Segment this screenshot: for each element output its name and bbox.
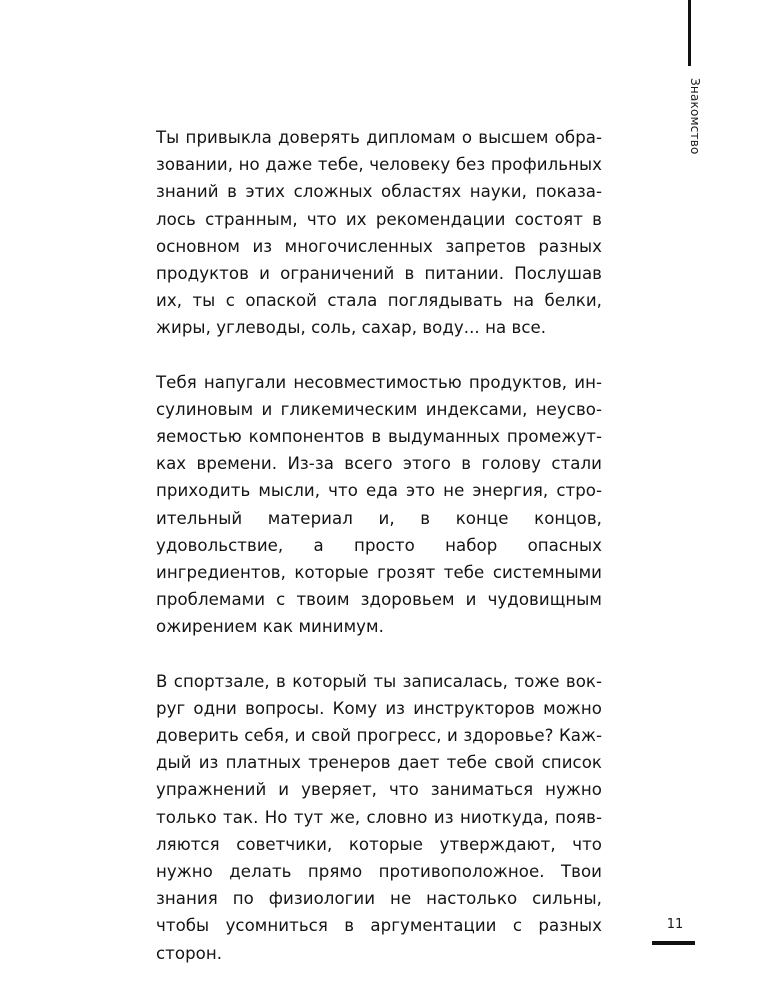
body-text (156, 124, 602, 994)
paragraph: Тебя напугали несовместимостью продуктов, инсулиновым и гликемическим индексами, неусвояемостью компонентов в выдуманных промежутках времени. Из-за всего этого в голову стали приходить мысли, что еда это не энергия, строительный материал и, в конце концов, удовольствие, а просто набор опасных ингредиентов, которые грозят тебе системными проблемами с твоим здоровьем и чудовищным ожирением как минимум. (156, 372, 602, 637)
paragraph: Ты привыкла доверять дипломам о высшем образовании, но даже тебе, человеку без профильных знаний в этих сложных областях науки, показалось странным, что их рекомендации состоят в основном из многочисленных запретов разных продуктов и ограничений в питании. Послушав их, ты с опаской стала поглядывать на белки, жиры, углеводы, соль, сахар, воду... на все. (156, 128, 602, 338)
section-marker-line (688, 0, 691, 66)
paragraph: В спортзале, в который ты записалась, тоже вокруг одни вопросы. Кому из инструкторов можно доверить себя, и свой прогресс, и здоровье? Каждый из платных тренеров дает тебе свой список упражнений и уверяет, что заниматься нужно только так. Но тут же, словно из ниоткуда, появляются советчики, которые утверждают, что нужно делать прямо противоположное. Твои знания по физиологии не настолько сильны, чтобы усомниться в аргументации с разных сторон. (156, 671, 602, 963)
page-number: 11 (666, 917, 684, 932)
section-title: Знакомство (688, 78, 702, 155)
page-number-underline (652, 941, 695, 945)
